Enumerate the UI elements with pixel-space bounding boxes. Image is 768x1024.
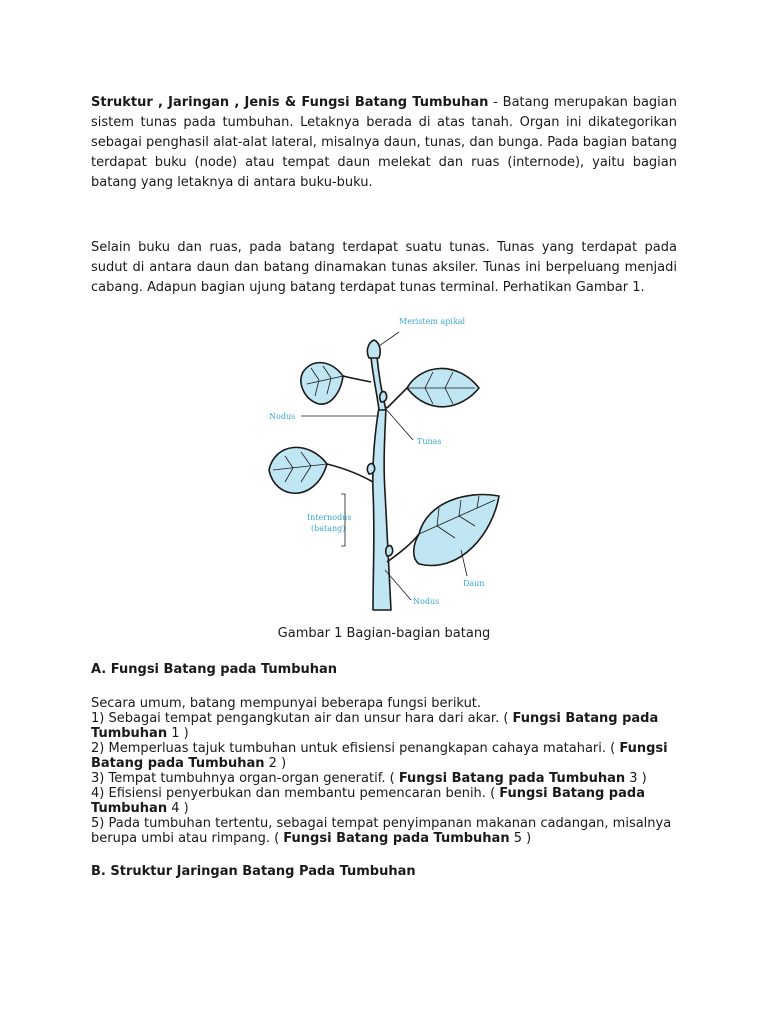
leaf-mid-left (269, 447, 327, 493)
list-item: 5) Pada tumbuhan tertentu, sebagai tempat penyimpanan makanan cadangan, misalnya berupa umbi atau rimpang. ( Fungsi Batang pada Tumbuhan 5 ) (91, 816, 672, 846)
label-tunas: Tunas (417, 437, 442, 446)
list-item: 2) Memperluas tajuk tumbuhan untuk efisiensi penangkapan cahaya matahari. ( Fungsi Batang pada Tumbuhan 2 ) (91, 741, 668, 771)
heading-section-a: A. Fungsi Batang pada Tumbuhan (91, 662, 338, 677)
intro-paragraph (91, 93, 677, 193)
list-item: 4) Efisiensi penyerbukan dan membantu pemencaran benih. ( Fungsi Batang pada Tumbuhan 4 ) (91, 786, 645, 816)
figure-caption: Gambar 1 Bagian-bagian batang (277, 626, 491, 641)
label-internodus: Internodus (307, 513, 352, 522)
leaf-upper-left (301, 363, 343, 405)
label-daun: Daun (463, 579, 485, 588)
document-body (91, 93, 677, 881)
leaf-lower-right (414, 495, 499, 566)
intro-text: - Batang merupakan bagian sistem tunas pada tumbuhan. Letaknya berada di atas tanah. Organ ini dikategorikan sebagai penghasil alat-alat lateral, misalnya daun, tunas, dan bunga. Pada bagian batang terdapat buku (node) atau tempat daun melekat dan ruas (internode), yaitu bagian batang yang letaknya di antara buku-buku. (91, 95, 677, 190)
petiole-upper-right (387, 388, 407, 408)
petiole-mid-left (327, 464, 373, 482)
axillary-bud-3 (386, 546, 393, 556)
stem-diagram (261, 312, 509, 622)
stem-figure (261, 312, 509, 622)
label-nodus-left: Nodus (269, 412, 296, 421)
function-list (91, 696, 677, 846)
axillary-bud-1 (380, 392, 387, 402)
apical-bud (367, 340, 380, 358)
label-meristem-apikal: Meristem apikal (399, 317, 466, 326)
list-intro: Secara umum, batang mempunyai beberapa fungsi berikut. (91, 696, 482, 711)
paragraph-2: Selain buku dan ruas, pada batang terdapat suatu tunas. Tunas yang terdapat pada sudut di antara daun dan batang dinamakan tunas aksiler. Tunas ini berpeluang menjadi cabang. Adapun bagian ujung batang terdapat tunas terminal. Perhatikan Gambar 1. (91, 240, 677, 295)
label-nodus-bottom: Nodus (413, 597, 440, 606)
intro-title: Struktur , Jaringan , Jenis & Fungsi Batang Tumbuhan (91, 95, 489, 110)
heading-section-b: B. Struktur Jaringan Batang Pada Tumbuhan (91, 864, 416, 879)
petiole-upper-left (343, 376, 371, 382)
list-item: 1) Sebagai tempat pengangkutan air dan unsur hara dari akar. ( Fungsi Batang pada Tumbuhan 1 ) (91, 711, 659, 741)
label-batang: (batang) (311, 524, 346, 533)
stem-main (373, 407, 391, 610)
axillary-bud-2 (367, 464, 374, 474)
list-item: 3) Tempat tumbuhnya organ-organ generatif. ( Fungsi Batang pada Tumbuhan 3 ) (91, 771, 647, 786)
